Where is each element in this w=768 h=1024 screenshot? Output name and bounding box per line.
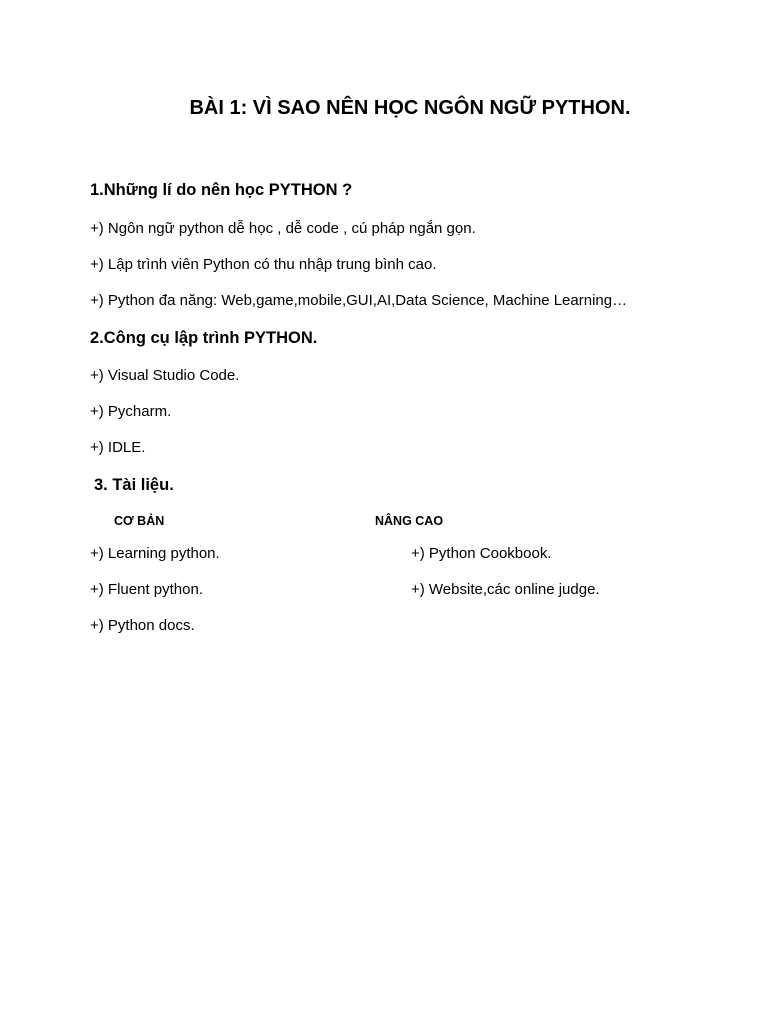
basic-resource-item: +) Learning python. bbox=[90, 545, 220, 562]
section-1-item: +) Lập trình viên Python có thu nhập trung bình cao. bbox=[90, 256, 437, 273]
section-1-heading: 1.Những lí do nên học PYTHON ? bbox=[90, 181, 353, 199]
section-2-item: +) Pycharm. bbox=[90, 403, 172, 420]
section-3-heading: 3. Tài liệu. bbox=[94, 476, 174, 494]
advanced-resource-item: +) Python Cookbook. bbox=[411, 545, 552, 562]
basic-resource-item: +) Fluent python. bbox=[90, 581, 203, 598]
section-1-item: +) Ngôn ngữ python dễ học , dễ code , cú pháp ngắn gọn. bbox=[90, 220, 476, 237]
advanced-resource-item: +) Website,các online judge. bbox=[411, 581, 600, 598]
section-1-item: +) Python đa năng: Web,game,mobile,GUI,AI,Data Science, Machine Learning… bbox=[90, 292, 628, 309]
section-2-item: +) IDLE. bbox=[90, 439, 146, 456]
page-title: BÀI 1: VÌ SAO NÊN HỌC NGÔN NGỮ PYTHON. bbox=[189, 97, 631, 119]
section-2-item: +) Visual Studio Code. bbox=[90, 367, 240, 384]
basic-column-label: CƠ BẢN bbox=[114, 514, 165, 528]
section-2-heading: 2.Công cụ lập trình PYTHON. bbox=[90, 329, 318, 347]
basic-resource-item: +) Python docs. bbox=[90, 617, 195, 634]
advanced-column-label: NÂNG CAO bbox=[375, 514, 444, 528]
